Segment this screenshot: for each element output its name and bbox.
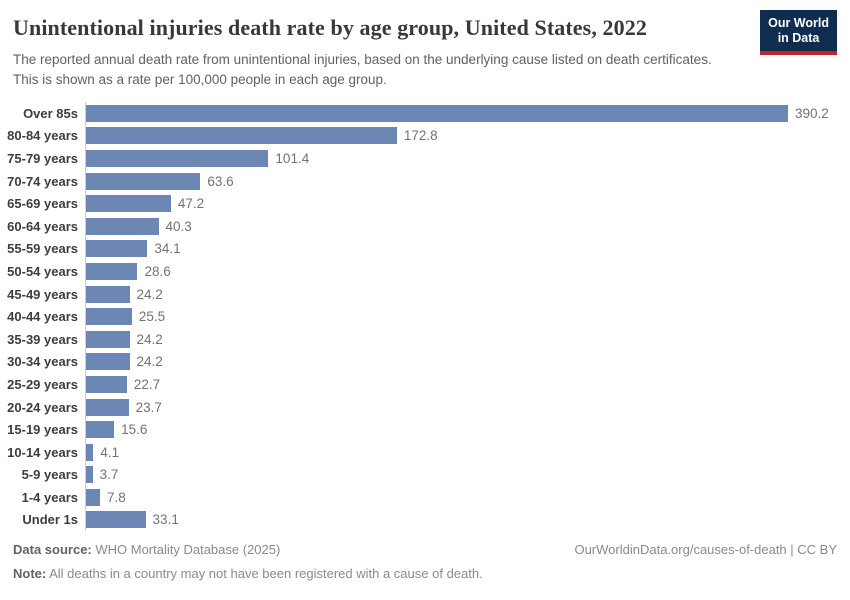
value-label: 23.7 [135,399,162,415]
owid-logo [760,10,837,55]
value-label: 33.1 [152,512,179,528]
bar-track [85,418,850,441]
bar-row [0,351,850,374]
value-label: 101.4 [275,150,310,166]
bar[interactable] [86,421,114,438]
bar-track [85,102,850,125]
bar[interactable] [86,308,132,325]
value-label: 63.6 [207,173,234,189]
citation-link[interactable]: OurWorldinData.org/causes-of-death | CC BY [574,542,837,557]
bar[interactable] [86,218,159,235]
bar-track [85,192,850,215]
bar-row [0,102,850,125]
bar-track [85,238,850,261]
note-text: All deaths in a country may not have been registered with a cause of death. [46,566,483,581]
bar-track [85,305,850,328]
bar[interactable] [86,173,200,190]
bar-row [0,192,850,215]
bar-row [0,373,850,396]
bar-row [0,215,850,238]
value-label: 24.2 [136,331,163,347]
bar-row [0,328,850,351]
value-label: 34.1 [154,241,181,257]
y-axis-label: 20-24 years [7,399,78,415]
note-label: Note: [13,566,47,581]
page-title: Unintentional injuries death rate by age group, United States, 2022 [13,15,647,40]
note [13,566,837,581]
bar-chart [0,102,850,531]
bar-row [0,305,850,328]
y-axis-label: 75-79 years [7,150,78,166]
value-label: 7.8 [107,489,126,505]
bar-track [85,283,850,306]
bar[interactable] [86,150,268,167]
footer [13,542,837,581]
bar[interactable] [86,105,788,122]
bar-row [0,464,850,487]
value-label: 390.2 [795,105,829,121]
bar[interactable] [86,399,129,416]
bar-track [85,170,850,193]
y-axis-label: Over 85s [23,105,78,121]
bar[interactable] [86,376,127,393]
value-label: 40.3 [165,218,192,234]
bar-row [0,238,850,261]
value-label: 24.2 [136,286,163,302]
bar-row [0,396,850,419]
y-axis-label: Under 1s [22,512,78,528]
y-axis-label: 10-14 years [7,444,78,460]
chart-subtitle: The reported annual death rate from unintentional injuries, based on the underlying cause listed on death certificates. This is shown as a rate per 100,000 people in each age group. [13,52,712,87]
bar[interactable] [86,127,397,144]
bar[interactable] [86,489,100,506]
value-label: 172.8 [403,128,438,144]
y-axis-label: 60-64 years [7,218,78,234]
data-source [13,542,280,557]
y-axis-label: 35-39 years [7,331,78,347]
bar-track [85,509,850,532]
y-axis-label: 40-44 years [7,309,78,325]
value-label: 28.6 [144,263,171,279]
bar-track [85,328,850,351]
bar[interactable] [86,195,171,212]
y-axis-label: 50-54 years [7,263,78,279]
value-label: 22.7 [133,376,161,392]
y-axis-label: 1-4 years [21,489,78,505]
y-axis-label: 5-9 years [21,467,78,483]
bar-row [0,509,850,532]
bar[interactable] [86,286,130,303]
value-label: 15.6 [121,422,148,438]
bar[interactable] [86,444,93,461]
y-axis-label: 55-59 years [7,241,78,257]
value-label: 25.5 [138,309,166,325]
bar-row [0,260,850,283]
bar-track [85,396,850,419]
bar[interactable] [86,466,93,483]
y-axis-label: 65-69 years [7,196,78,212]
bar-row [0,441,850,464]
bar[interactable] [86,353,130,370]
bar-track [85,147,850,170]
value-label: 4.1 [100,444,120,460]
value-label: 47.2 [177,196,205,212]
y-axis-label: 15-19 years [7,422,78,438]
y-axis-label: 45-49 years [7,286,78,302]
bar-track [85,260,850,283]
bar[interactable] [86,331,130,348]
bar-rows [0,102,850,531]
y-axis-label: 30-34 years [7,354,78,370]
bar-track [85,486,850,509]
bar-row [0,170,850,193]
bar-row [0,125,850,148]
bar-row [0,486,850,509]
value-label: 3.7 [99,467,119,483]
bar-track [85,441,850,464]
bar[interactable] [86,263,137,280]
data-source-label: Data source: [13,542,92,557]
value-label: 24.2 [136,354,163,370]
owid-logo-line1: Our World [768,16,829,30]
bar-track [85,373,850,396]
bar-track [85,215,850,238]
bar-row [0,418,850,441]
bar-track [85,125,850,148]
bar-track [85,464,850,487]
y-axis-label: 25-29 years [7,376,78,392]
owid-logo-line2: in Data [777,31,820,45]
bar[interactable] [86,240,147,257]
bar[interactable] [86,511,146,528]
bar-row [0,283,850,306]
bar-row [0,147,850,170]
y-axis-label: 80-84 years [7,128,78,144]
y-axis-label: 70-74 years [7,173,78,189]
data-source-text: WHO Mortality Database (2025) [91,542,281,557]
bar-track [85,351,850,374]
